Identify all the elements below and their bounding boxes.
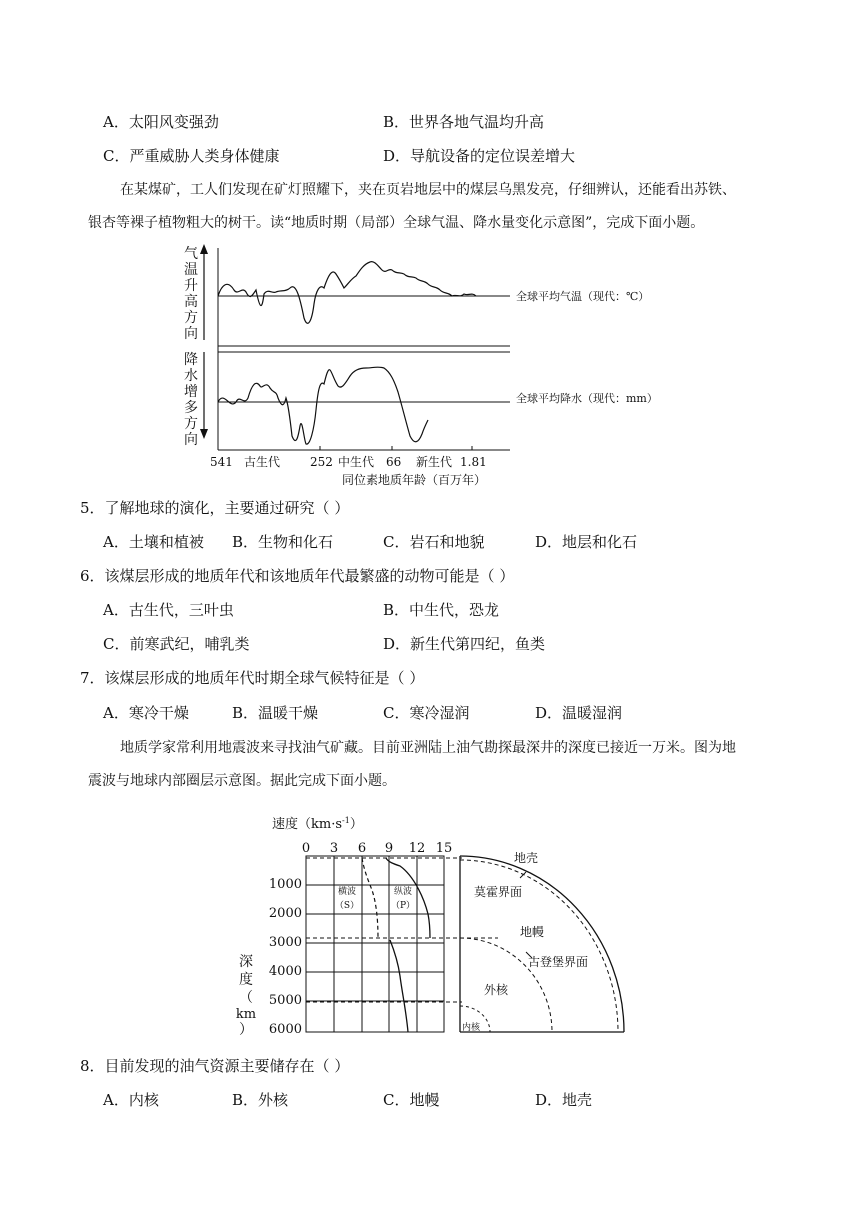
svg-text:度: 度 xyxy=(239,972,253,988)
passage1-line2: 银杏等裸子植物粗大的树干。读“地质时期（局部）全球气温、降水量变化示意图”，完成下面小题。 xyxy=(88,215,705,231)
q6-option-d: D．新生代第四纪，鱼类 xyxy=(383,635,546,653)
precip-axis-arrow xyxy=(200,352,208,439)
svg-text:地壳: 地壳 xyxy=(514,851,539,865)
precip-axis-label xyxy=(184,352,198,448)
earth-layer-labels xyxy=(462,850,588,1033)
s-wave-curve xyxy=(362,858,378,938)
svg-text:升: 升 xyxy=(184,278,198,294)
svg-text:新生代: 新生代 xyxy=(416,455,453,469)
svg-text:km: km xyxy=(235,1007,257,1022)
passage2-line1: 地质学家常利用地震波来寻找油气矿藏。目前亚洲陆上油气勘探最深井的深度已接近一万米。图为地 xyxy=(120,740,736,756)
svg-text:66: 66 xyxy=(386,455,402,469)
svg-text:中生代: 中生代 xyxy=(338,455,375,469)
svg-text:）: ） xyxy=(239,1022,253,1038)
passage2-line2: 震波与地球内部圈层示意图。据此完成下面小题。 xyxy=(88,773,396,789)
temp-axis-label xyxy=(184,246,198,342)
svg-text:地幔: 地幔 xyxy=(520,925,545,939)
svg-text:（P）: （P） xyxy=(390,901,416,911)
q5-stem: 5．了解地球的演化，主要通过研究（ ） xyxy=(80,499,350,517)
svg-text:4000: 4000 xyxy=(268,964,302,979)
temp-axis-arrow xyxy=(200,244,208,340)
q8-option-a: A．内核 xyxy=(103,1091,159,1109)
s-wave-label xyxy=(335,885,359,911)
svg-text:（S）: （S） xyxy=(334,901,360,911)
svg-text:15: 15 xyxy=(435,841,453,856)
q5-option-c: C．岩石和地貌 xyxy=(383,533,485,551)
svg-text:向: 向 xyxy=(184,432,198,448)
svg-text:纵波: 纵波 xyxy=(393,887,413,897)
speed-axis-title: 速度$(km\cdot s^{-1})$ xyxy=(272,816,363,832)
svg-text:252: 252 xyxy=(310,455,333,469)
svg-text:内核: 内核 xyxy=(462,1023,481,1033)
q7-option-c: C．寒冷湿润 xyxy=(383,704,470,722)
svg-text:6: 6 xyxy=(357,841,367,856)
q4-option-c: C．严重威胁人类身体健康 xyxy=(103,147,280,165)
svg-text:气: 气 xyxy=(184,246,198,262)
q6-option-a: A．古生代，三叶虫 xyxy=(103,601,234,619)
svg-text:高: 高 xyxy=(184,294,198,310)
q8-option-b: B．外核 xyxy=(232,1091,289,1109)
svg-text:（: （ xyxy=(239,990,253,1006)
temp-reference-label: 全球平均气温（现代：℃） xyxy=(516,290,650,303)
svg-text:多: 多 xyxy=(184,400,198,416)
svg-text:3: 3 xyxy=(329,841,339,856)
q7-option-d: D．温暖湿润 xyxy=(535,704,623,722)
x-tick-labels xyxy=(210,454,487,469)
q5-option-d: D．地层和化石 xyxy=(535,533,638,551)
q8-option-d: D．地壳 xyxy=(535,1091,593,1109)
svg-text:541: 541 xyxy=(210,455,233,469)
q5-option-b: B．生物和化石 xyxy=(232,533,334,551)
q7-option-a: A．寒冷干燥 xyxy=(103,704,189,722)
q8-stem: 8．目前发现的油气资源主要储存在（ ） xyxy=(80,1057,350,1075)
q7-stem: 7．该煤层形成的地质年代时期全球气候特征是（ ） xyxy=(80,669,425,687)
p-wave-curve xyxy=(386,858,430,1032)
svg-text:横波: 横波 xyxy=(337,887,357,897)
seismic-wave-figure xyxy=(230,810,650,1040)
q6-stem: 6．该煤层形成的地质年代和该地质年代最繁盛的动物可能是（ ） xyxy=(80,567,515,585)
q6-option-b: B．中生代，恐龙 xyxy=(383,601,500,619)
svg-text:降: 降 xyxy=(184,352,198,368)
svg-text:莫霍界面: 莫霍界面 xyxy=(474,885,523,899)
svg-text:外核: 外核 xyxy=(484,983,509,997)
x-axis-title: 同位素地质年龄（百万年） xyxy=(342,473,487,487)
svg-text:9: 9 xyxy=(384,841,394,856)
precip-reference-label: 全球平均降水（现代：mm） xyxy=(516,392,658,405)
svg-text:3000: 3000 xyxy=(268,935,302,950)
svg-text:向: 向 xyxy=(184,326,198,342)
svg-text:2000: 2000 xyxy=(268,906,302,921)
speed-depth-grid xyxy=(306,856,444,1032)
passage1-line1: 在某煤矿，工人们发现在矿灯照耀下，夹在页岩地层中的煤层乌黑发亮，仔细辨认，还能看出苏铁、 xyxy=(120,182,736,198)
svg-text:5000: 5000 xyxy=(268,993,302,1008)
speed-tick-labels xyxy=(302,841,452,856)
depth-axis-label xyxy=(236,954,256,1038)
svg-text:增: 增 xyxy=(184,384,198,400)
svg-text:温: 温 xyxy=(184,262,198,278)
temperature-curve xyxy=(218,262,476,324)
q6-option-c: C．前寒武纪，哺乳类 xyxy=(103,635,250,653)
q4-option-a: A．太阳风变强劲 xyxy=(103,113,219,131)
svg-text:方: 方 xyxy=(184,310,198,326)
svg-text:1000: 1000 xyxy=(268,877,302,892)
svg-text:1.81: 1.81 xyxy=(460,455,487,469)
svg-text:方: 方 xyxy=(184,416,198,432)
q4-option-b: B．世界各地气温均升高 xyxy=(383,113,545,131)
depth-tick-labels xyxy=(269,877,302,1037)
earth-layers-diagram xyxy=(460,856,624,1032)
p-wave-label xyxy=(391,885,415,911)
svg-text:深: 深 xyxy=(239,954,253,970)
svg-text:水: 水 xyxy=(184,368,198,384)
svg-text:6000: 6000 xyxy=(268,1022,302,1037)
svg-text:12: 12 xyxy=(408,841,426,856)
climate-history-figure xyxy=(180,240,720,490)
q5-option-a: A．土壤和植被 xyxy=(103,533,204,551)
q4-option-d: D．导航设备的定位误差增大 xyxy=(383,147,576,165)
q8-option-c: C．地幔 xyxy=(383,1091,440,1109)
svg-text:古生代: 古生代 xyxy=(244,455,281,469)
svg-text:0: 0 xyxy=(301,841,311,856)
precipitation-curve xyxy=(218,367,428,444)
q7-option-b: B．温暖干燥 xyxy=(232,704,319,722)
svg-text:古登堡界面: 古登堡界面 xyxy=(528,955,589,969)
